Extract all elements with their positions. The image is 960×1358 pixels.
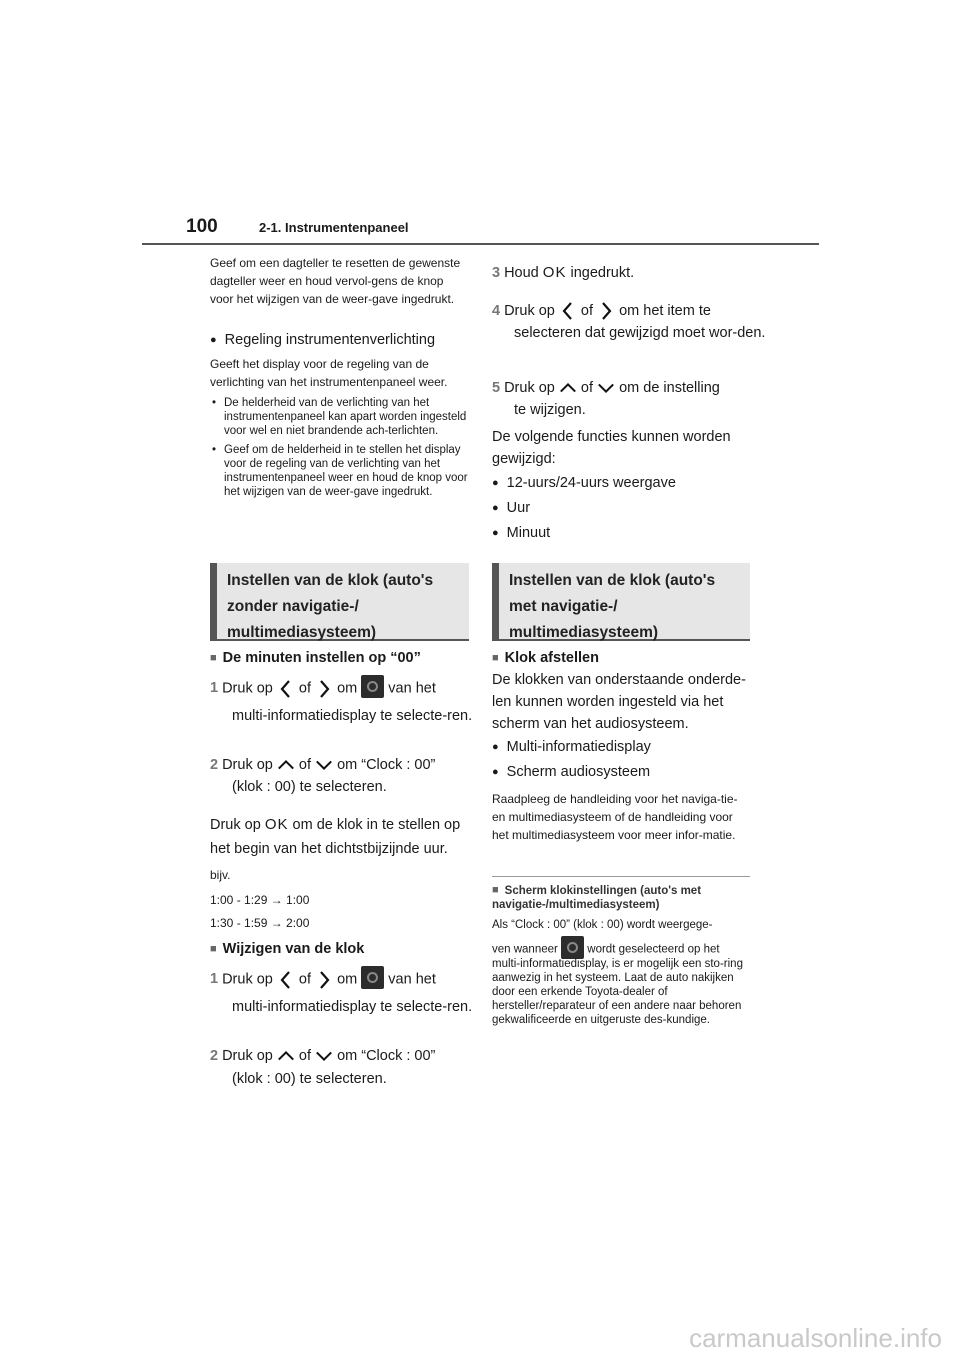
example-1: 1:00 - 1:29 → 1:00 — [210, 893, 310, 907]
step-1: 1 Druk op of om van het — [210, 677, 470, 700]
chevron-down-icon — [315, 1046, 333, 1066]
step-5: 5 Druk op of om de instelling — [492, 377, 750, 399]
chevron-left-icon — [559, 301, 577, 321]
note-line-c: multi-informatiedisplay, is er mogelijk een sto-ring aanwezig in het systeem. Laat de auto nakijken door een erkende Toyota-dealer of hersteller/reparateur of een andere naar behoren gekwalificeerde en uitgeruste des-kundige. — [492, 958, 743, 1026]
ok-instruction: Druk op OK om de klok in te stellen op — [210, 814, 470, 836]
note-line-a: Als “Clock : 00” (klok : 00) wordt weergege- — [492, 919, 713, 931]
settings-icon — [561, 936, 584, 959]
step-2: 2 Druk op of om “Clock : 00” — [210, 754, 470, 776]
clock-adjust-desc: De klokken van onderstaande onderde-len kunnen worden ingesteld via het scherm van het audiosysteem. — [492, 672, 746, 732]
dot-list — [210, 396, 470, 499]
separator — [492, 876, 750, 877]
bullet-description: Geeft het display voor de regeling van de verlichting van het instrumentenpaneel weer. — [210, 357, 448, 389]
section-heading-right: Instellen van de klok (auto's met navigatie-/ multimediasysteem) — [492, 563, 750, 641]
step-2b: 2 Druk op of om “Clock : 00” — [210, 1045, 470, 1067]
chevron-up-icon — [277, 755, 295, 775]
step-3: 3 Houd OK ingedrukt. — [492, 262, 750, 284]
list-item: ● 12-uurs/24-uurs weergave — [492, 472, 750, 495]
chevron-right-icon — [315, 679, 333, 699]
step-2b-cont: (klok : 00) te selecteren. — [232, 1071, 387, 1087]
list-item: ● Minuut — [492, 522, 750, 545]
list-item: • De helderheid van de verlichting van het instrumentenpaneel kan apart worden ingesteld voor wel en niet brandende ach-terlichten. — [210, 396, 470, 438]
chevron-right-icon — [597, 301, 615, 321]
step-2-cont: (klok : 00) te selecteren. — [232, 779, 387, 795]
ok-instruction-cont: het begin van het dichtstbijzijnde uur. — [210, 841, 448, 857]
note-title: ■ Scherm klokinstellingen (auto's met navigatie-/multimediasysteem) — [492, 884, 750, 912]
header-rule — [142, 243, 819, 245]
note-line-b: ven wanneer wordt geselecteerd op het — [492, 938, 750, 961]
example-2: 1:30 - 1:59 → 2:00 — [210, 916, 310, 930]
subheading-minutes: ■ De minuten instellen op “00” — [210, 647, 470, 670]
chevron-left-icon — [277, 970, 295, 990]
chevron-left-icon — [277, 679, 295, 699]
settings-icon — [361, 675, 384, 698]
subheading-change-clock: ■ Wijzigen van de klok — [210, 938, 470, 961]
step-4-cont: selecteren dat gewijzigd moet wor-den. — [514, 325, 766, 341]
subheading-clock-adjust: ■ Klok afstellen — [492, 647, 750, 670]
page-number: 100 — [186, 216, 218, 237]
section-heading-left: Instellen van de klok (auto's zonder navigatie-/ multimediasysteem) — [210, 563, 469, 641]
step-4: 4 Druk op of om het item te — [492, 300, 750, 322]
example-label: bijv. — [210, 868, 231, 882]
settings-icon — [361, 966, 384, 989]
section-title: 2-1. Instrumentenpaneel — [259, 220, 409, 235]
functions-intro: De volgende functies kunnen worden gewijzigd: — [492, 429, 731, 467]
ok-icon: OK — [264, 816, 289, 834]
ok-icon: OK — [542, 264, 567, 282]
chevron-down-icon — [597, 378, 615, 398]
chevron-right-icon — [315, 970, 333, 990]
watermark: carmanualsonline.info — [689, 1323, 942, 1353]
reference-text: Raadpleeg de handleiding voor het naviga-tie- en multimediasysteem of de handleiding voor het multimediasysteem voor meer infor-matie. — [492, 792, 738, 842]
chevron-up-icon — [277, 1046, 295, 1066]
step-1b-cont: multi-informatiedisplay te selecte-ren. — [232, 999, 473, 1015]
list-item: ● Multi-informatiedisplay — [492, 736, 750, 759]
step-1b: 1 Druk op of om van het — [210, 968, 470, 991]
list-item: ● Scherm audiosysteem — [492, 761, 750, 784]
step-5-cont: te wijzigen. — [514, 402, 586, 418]
step-1-cont: multi-informatiedisplay te selecte-ren. — [232, 708, 473, 724]
chevron-down-icon — [315, 755, 333, 775]
list-item: ● Uur — [492, 497, 750, 520]
chevron-up-icon — [559, 378, 577, 398]
bullet-heading: ● Regeling instrumentenverlichting — [210, 329, 470, 352]
list-item: • Geef om de helderheid in te stellen het display voor de regeling van de verlichting van het instrumentenpaneel weer en houd de knop voor het wijzigen van de weer-gave ingedrukt. — [210, 443, 470, 499]
intro-text: Geef om een dagteller te resetten de gewenste dagteller weer en houd vervol-gens de knop voor het wijzigen van de weer-gave ingedrukt. — [210, 256, 461, 306]
